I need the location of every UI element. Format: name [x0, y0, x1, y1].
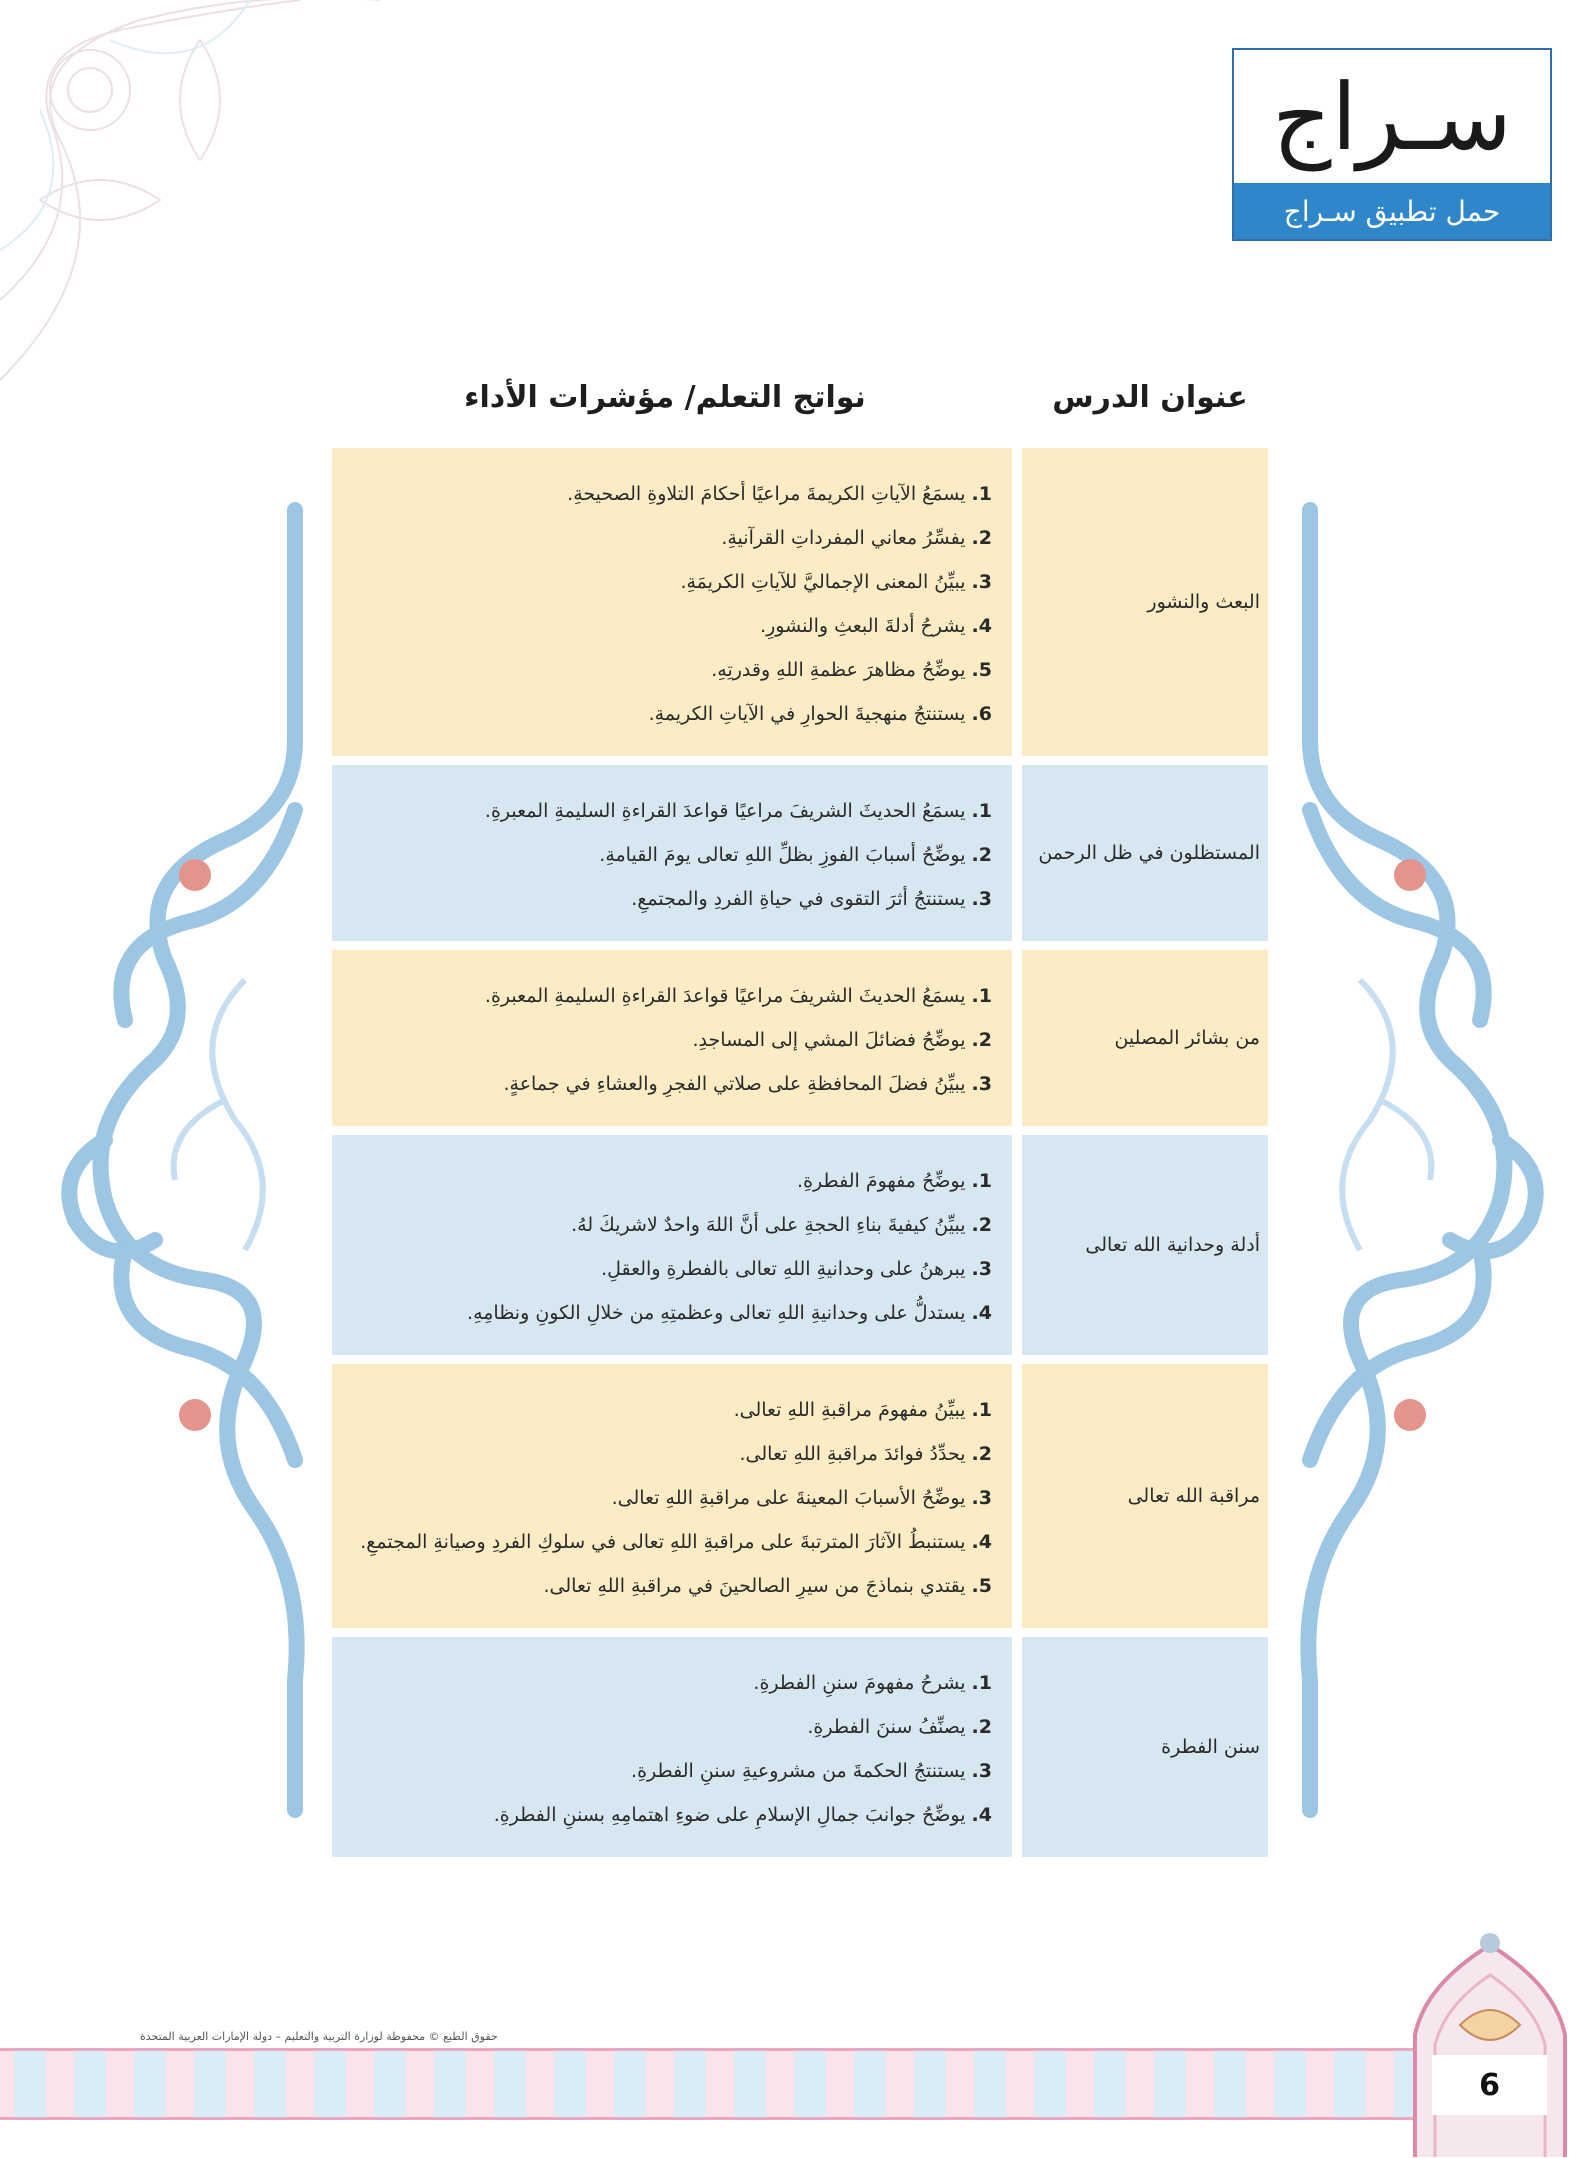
item-text: يصنِّفُ سننَ الفطرةِ. [807, 1716, 966, 1738]
list-item [332, 560, 992, 604]
outcomes-list [332, 448, 1012, 756]
siraj-logo-word: سـراج [1272, 64, 1512, 171]
item-number: 1. [971, 985, 992, 1007]
item-text: يوضِّحُ الأسبابَ المعينةَ على مراقبةِ اللهِ تعالى. [611, 1487, 966, 1509]
page-number-frame-ornament [1405, 1925, 1575, 2157]
item-text: يبيِّنُ المعنى الإجماليَّ للآياتِ الكريمَةِ. [680, 571, 966, 593]
item-number: 3. [971, 571, 992, 593]
item-text: يقتدي بنماذجَ من سيرِ الصالحينَ في مراقبةِ اللهِ تعالى. [543, 1575, 966, 1597]
list-item [332, 1793, 992, 1837]
left-ornament [45, 480, 335, 1830]
footer-ornament-band [0, 2048, 1415, 2120]
item-number: 2. [971, 527, 992, 549]
page-number: 6 [1432, 2055, 1547, 2115]
lesson-title: أدلة وحدانية الله تعالى [1022, 1135, 1268, 1355]
item-number: 1. [971, 800, 992, 822]
list-item [332, 877, 992, 921]
list-item [332, 1159, 992, 1203]
item-number: 4. [971, 1531, 992, 1553]
item-number: 3. [971, 888, 992, 910]
list-item [332, 648, 992, 692]
item-number: 2. [971, 1716, 992, 1738]
item-number: 2. [971, 1443, 992, 1465]
outcomes-list [332, 1135, 1012, 1355]
lesson-title: سنن الفطرة [1022, 1637, 1268, 1857]
list-item [332, 1749, 992, 1793]
item-text: يسمَعُ الحديثَ الشريفَ مراعيًا قواعدَ القراءةِ السليمةِ المعبرةِ. [484, 985, 966, 1007]
siraj-download-tagline: حمل تطبيق سـراج [1234, 183, 1550, 239]
list-item [332, 1520, 992, 1564]
list-item [332, 1661, 992, 1705]
table-row [332, 1364, 1268, 1628]
item-number: 1. [971, 1170, 992, 1192]
right-ornament [1270, 480, 1560, 1830]
list-item [332, 833, 992, 877]
siraj-app-logo[interactable] [1232, 48, 1552, 241]
copyright-notice: حقوق الطبع © محفوظة لوزارة التربية والتعليم – دولة الإمارات العربية المتحدة [140, 2030, 498, 2043]
item-number: 6. [971, 703, 992, 725]
lesson-title: من بشائر المصلين [1022, 950, 1268, 1126]
item-text: يوضِّحُ مفهومَ الفطرةِ. [797, 1170, 966, 1192]
list-item [332, 1705, 992, 1749]
list-item [332, 472, 992, 516]
item-number: 5. [971, 659, 992, 681]
item-text: يستنتجُ أثرَ التقوى في حياةِ الفردِ والمجتمعِ. [631, 888, 966, 910]
item-number: 3. [971, 1258, 992, 1280]
table-row [332, 1135, 1268, 1355]
item-text: يشرحُ أدلةَ البعثِ والنشورِ. [760, 615, 966, 637]
table-row [332, 448, 1268, 756]
lesson-title-header: عنوان الدرس [1052, 380, 1248, 415]
item-text: يستنتجُ الحكمةَ من مشروعيةِ سننِ الفطرةِ. [631, 1760, 966, 1782]
item-text: يستنبطُ الآثارَ المترتبةَ على مراقبةِ اللهِ تعالى في سلوكِ الفردِ وصيانةِ المجتمعِ. [360, 1531, 966, 1553]
table-row [332, 950, 1268, 1126]
item-number: 5. [971, 1575, 992, 1597]
outcomes-header: نواتج التعلم/ مؤشرات الأداء [464, 380, 866, 415]
item-number: 3. [971, 1073, 992, 1095]
item-text: يوضِّحُ مظاهرَ عظمةِ اللهِ وقدرتِهِ. [711, 659, 966, 681]
list-item [332, 974, 992, 1018]
item-text: يستدلُّ على وحدانيةِ اللهِ تعالى وعظمتِهِ من خلالِ الكونِ ونظامِهِ. [467, 1302, 966, 1324]
item-text: يوضِّحُ جوانبَ جمالِ الإسلامِ على ضوءِ اهتمامِهِ بسننِ الفطرةِ. [493, 1804, 966, 1826]
outcomes-list [332, 950, 1012, 1126]
item-text: يبيِّنُ كيفيةَ بناءِ الحجةِ على أنَّ اللهَ واحدٌ لاشريكَ لهُ. [571, 1214, 966, 1236]
item-number: 3. [971, 1760, 992, 1782]
item-text: يوضِّحُ أسبابَ الفوزِ بظلِّ اللهِ تعالى يومَ القيامةِ. [599, 844, 966, 866]
outcomes-list [332, 1637, 1012, 1857]
lessons-table [332, 448, 1268, 1866]
item-number: 1. [971, 1672, 992, 1694]
outcomes-list [332, 765, 1012, 941]
list-item [332, 1247, 992, 1291]
corner-ornament [0, 0, 400, 400]
lesson-title: البعث والنشور [1022, 448, 1268, 756]
item-text: يبيِّنُ مفهومَ مراقبةِ اللهِ تعالى. [733, 1399, 966, 1421]
list-item [332, 1564, 992, 1608]
item-number: 1. [971, 1399, 992, 1421]
item-number: 2. [971, 1029, 992, 1051]
list-item [332, 1476, 992, 1520]
item-text: يحدِّدُ فوائدَ مراقبةِ اللهِ تعالى. [739, 1443, 966, 1465]
list-item [332, 604, 992, 648]
table-row [332, 1637, 1268, 1857]
lesson-title: مراقبة الله تعالى [1022, 1364, 1268, 1628]
item-number: 2. [971, 1214, 992, 1236]
list-item [332, 1388, 992, 1432]
item-number: 4. [971, 615, 992, 637]
list-item [332, 1432, 992, 1476]
list-item [332, 789, 992, 833]
item-number: 2. [971, 844, 992, 866]
item-number: 4. [971, 1302, 992, 1324]
item-text: يسمَعُ الآياتِ الكريمةَ مراعيًا أحكامَ التلاوةِ الصحيحةِ. [567, 483, 966, 505]
item-text: يفسِّرُ معاني المفرداتِ القرآنيةِ. [721, 527, 966, 549]
list-item [332, 1291, 992, 1335]
item-number: 3. [971, 1487, 992, 1509]
list-item [332, 692, 992, 736]
item-number: 4. [971, 1804, 992, 1826]
list-item [332, 1203, 992, 1247]
outcomes-list [332, 1364, 1012, 1628]
item-text: يستنتجُ منهجيةَ الحوارِ في الآياتِ الكريمةِ. [648, 703, 966, 725]
item-number: 1. [971, 483, 992, 505]
list-item [332, 1018, 992, 1062]
lesson-title: المستظلون في ظل الرحمن [1022, 765, 1268, 941]
list-item [332, 516, 992, 560]
item-text: يبيِّنُ فضلَ المحافظةِ على صلاتي الفجرِ والعشاءِ في جماعةٍ. [503, 1073, 966, 1095]
item-text: يبرهنُ على وحدانيةِ اللهِ تعالى بالفطرةِ والعقلِ. [601, 1258, 966, 1280]
table-row [332, 765, 1268, 941]
item-text: يسمَعُ الحديثَ الشريفَ مراعيًا قواعدَ القراءةِ السليمةِ المعبرةِ. [484, 800, 966, 822]
list-item [332, 1062, 992, 1106]
item-text: يوضِّحُ فضائلَ المشي إلى المساجدِ. [692, 1029, 966, 1051]
item-text: يشرحُ مفهومَ سننِ الفطرةِ. [753, 1672, 966, 1694]
